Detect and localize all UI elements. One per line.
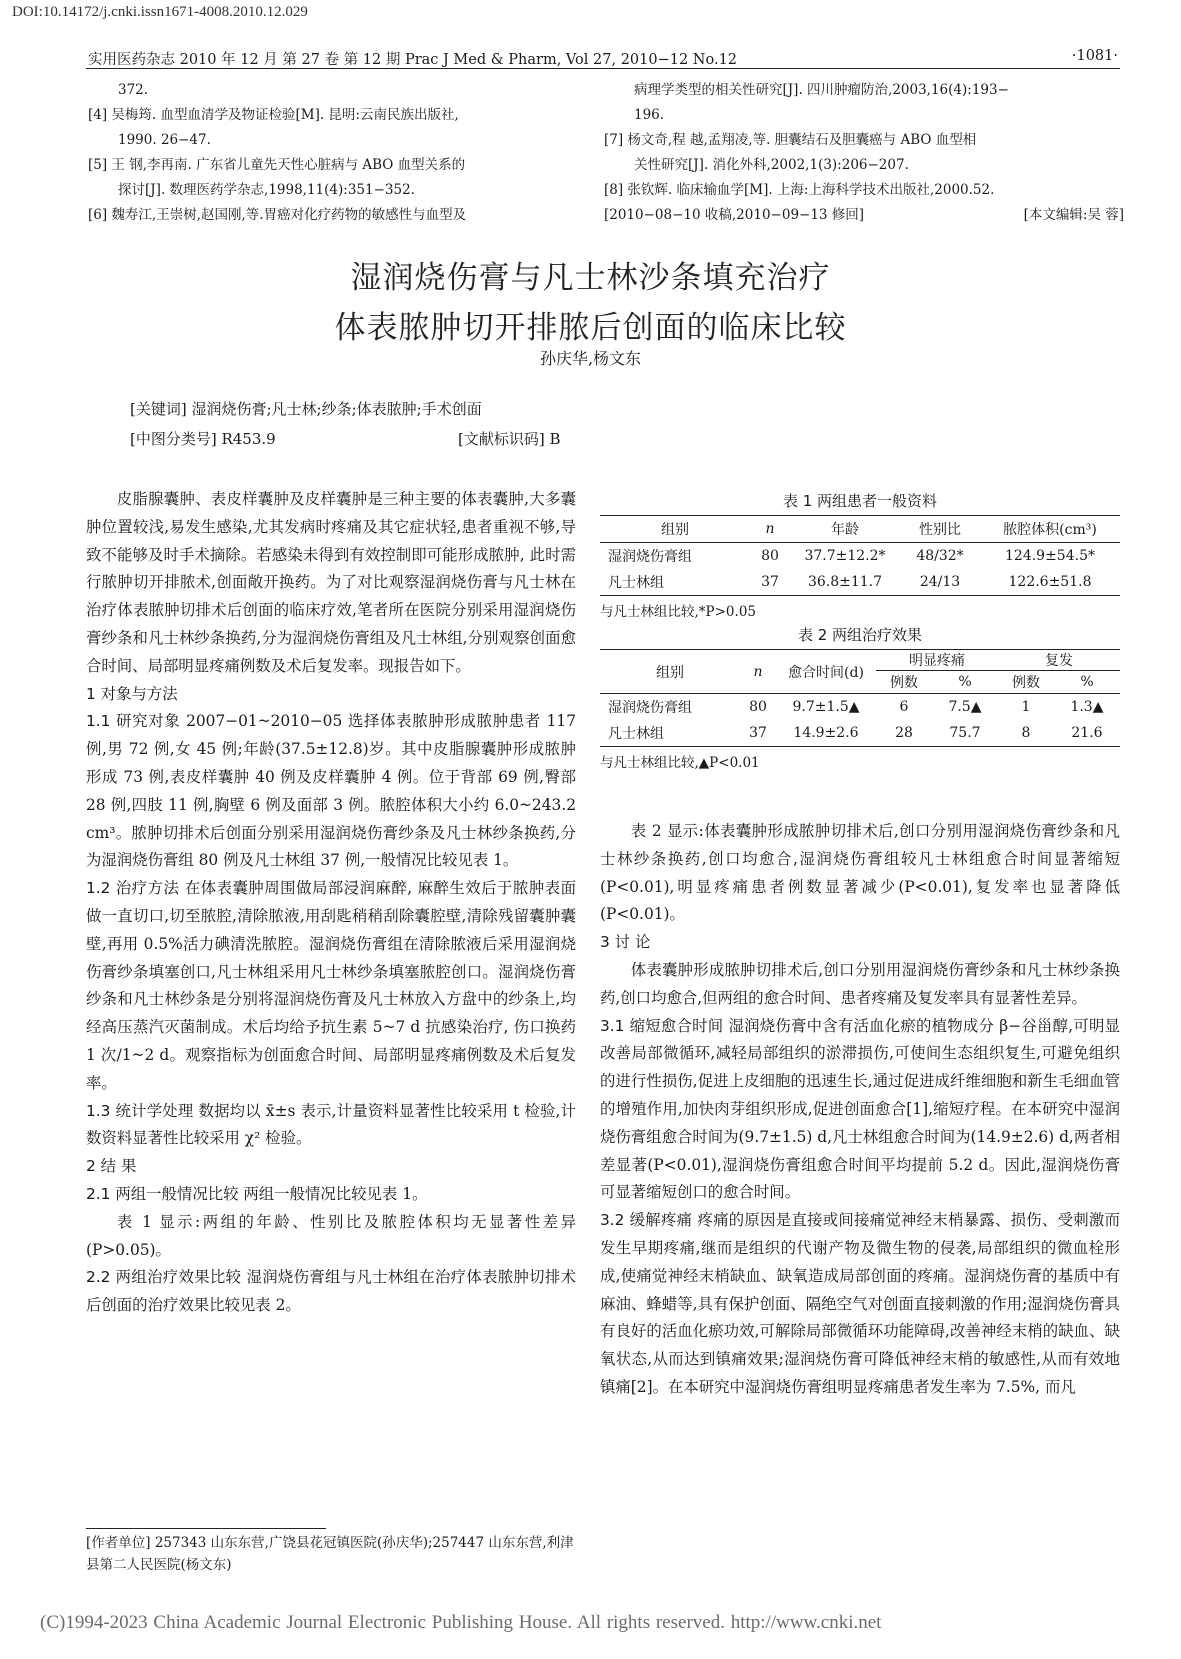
references-right — [604, 78, 1124, 228]
footnote-rule — [86, 1528, 326, 1529]
reference-line: [8] 张钦辉. 临床输血学[M]. 上海:上海科学技术出版社,2000.52. — [604, 182, 995, 198]
table-row — [600, 720, 1120, 747]
table-cell: 122.6±51.8 — [1008, 574, 1092, 590]
reference-line: 196. — [634, 107, 665, 123]
table-header-cell: % — [1080, 674, 1094, 690]
document-code: [文献标识码] B — [458, 430, 561, 448]
table-header-cell: 复发 — [998, 650, 1120, 671]
table-cell: 14.9±2.6 — [793, 725, 859, 741]
table-header-cell: 组别 — [661, 522, 689, 538]
table-header-cell: 年龄 — [831, 522, 859, 538]
table-2-caption: 表 2 两组治疗效果 — [797, 626, 923, 644]
section-heading: 2 结 果 — [86, 1157, 137, 1176]
table-header-cell: n — [740, 650, 776, 694]
table-cell: 80 — [761, 548, 779, 564]
table-1-caption: 表 1 两组患者一般资料 — [782, 492, 938, 510]
subsection-3-1 — [600, 1013, 1120, 1208]
reference-line: [6] 魏寿江,王崇树,赵国刚,等.胃癌对化疗药物的敏感性与血型及 — [88, 207, 467, 223]
editor-note: [本文编辑:吴 蓉] — [1023, 207, 1124, 223]
table-cell: 湿润烧伤膏组 — [608, 549, 692, 565]
table-2 — [600, 649, 1120, 747]
paragraph: 湿润烧伤膏组与凡士林组在治疗体表脓肿切排术后创面的治疗效果比较见表 2。 — [86, 1268, 576, 1315]
running-header — [88, 48, 1118, 69]
references-left — [88, 78, 578, 228]
receipt-line — [604, 203, 1124, 228]
reference-line: 病理学类型的相关性研究[J]. 四川肿瘤防治,2003,16(4):193− — [634, 82, 1009, 98]
reference-line: 1990. 26−47. — [118, 132, 211, 148]
article-title-line-1: 湿润烧伤膏与凡士林沙条填充治疗 — [350, 260, 831, 296]
paragraph: 数据均以 x̄±s 表示,计量资料显著性比较采用 t 检验,计数资料显著性比较采用 χ² 检验。 — [86, 1101, 577, 1148]
reference-line: [7] 杨文奇,程 越,孟翔凌,等. 胆囊结石及胆囊癌与 ABO 血型相 — [604, 132, 977, 148]
subsection-1-2 — [86, 875, 576, 1097]
paragraph: 表 2 显示:体表囊肿形成脓肿切排术后,创口分别用湿润烧伤膏纱条和凡士林纱条换药,创口均愈合,湿润烧伤膏组较凡士林组愈合时间显著缩短(P<0.01),明显疼痛患者例数显著减少(P<0.01),复发率也显著降低(P<0.01)。 — [600, 822, 1120, 924]
subsection-heading: 1.3 统计学处理 — [86, 1101, 194, 1120]
section-heading: 1 对象与方法 — [86, 684, 178, 703]
subsection-heading: 1.2 治疗方法 — [86, 879, 180, 898]
table-2-note: 与凡士林组比较,▲P<0.01 — [600, 755, 760, 771]
table-header-cell: 组别 — [600, 650, 740, 694]
table-cell: 24/13 — [919, 574, 961, 590]
paragraph: 两组一般情况比较见表 1。 — [238, 1184, 428, 1203]
table-cell: 36.8±11.7 — [807, 574, 883, 590]
paragraph: 湿润烧伤膏中含有活血化瘀的植物成分 β−谷甾醇,可明显改善局部微循环,减轻局部组织的淤滞损伤,可使间生态组织复生,可避免组织的进行性损伤,促进上皮细胞的迅速生长,通过促进成纤维细胞和新生毛细血管的增殖作用,加快肉芽组织形成,促进创面愈合[1],缩短疗程。在本研究中湿润烧伤膏组愈合时间为(9.7±1.5) d,凡士林组愈合时间为(14.9±2.6) d,两者相差显著(P<0.01),湿润烧伤膏组愈合时间平均提前 5.2 d。因此,湿润烧伤膏可显著缩短创口的愈合时间。 — [600, 1016, 1120, 1202]
table-cell: 7.5▲ — [948, 699, 982, 715]
subsection-heading: 2.1 两组一般情况比较 — [86, 1184, 239, 1203]
table-cell: 28 — [895, 725, 913, 741]
table-header-cell: % — [958, 674, 972, 690]
table-1 — [600, 515, 1120, 596]
doi-line: DOI:10.14172/j.cnki.issn1671-4008.2010.12.029 — [12, 4, 308, 20]
reference-line: 关性研究[J]. 消化外科,2002,1(3):206−207. — [634, 157, 909, 173]
author-affiliation: [作者单位] 257343 山东东营,广饶县花冠镇医院(孙庆华);257447 山东东营,利津县第二人民医院(杨文东) — [86, 1535, 574, 1573]
table-cell: 8 — [1021, 725, 1031, 741]
table-header-cell: 性别比 — [919, 522, 961, 538]
authors: 孙庆华,杨文东 — [539, 349, 642, 368]
table-cell: 37.7±12.2* — [804, 548, 886, 564]
table-header-cell: n — [765, 521, 775, 537]
table-header-row — [600, 516, 1120, 543]
paragraph: 表 1 显示:两组的年龄、性别比及脓腔体积均无显著性差异(P>0.05)。 — [86, 1212, 576, 1259]
keywords: [关键词] 湿润烧伤膏;凡士林;纱条;体表脓肿;手术创面 — [130, 400, 482, 418]
subsection-1-1 — [86, 708, 576, 875]
table-cell: 凡士林组 — [608, 726, 664, 742]
section-heading: 3 讨 论 — [600, 933, 651, 952]
header-rule — [86, 68, 1120, 69]
received-date: [2010−08−10 收稿,2010−09−13 修回] — [604, 207, 865, 223]
article-title-line-2: 体表脓肿切开排脓后创面的临床比较 — [334, 310, 847, 346]
subsection-1-3 — [86, 1098, 576, 1154]
table-row — [600, 694, 1120, 721]
table-cell: 75.7 — [949, 725, 981, 741]
reference-line: 372. — [118, 82, 149, 98]
table-header-cell: 例数 — [889, 675, 918, 691]
intro-paragraph: 皮脂腺囊肿、表皮样囊肿及皮样囊肿是三种主要的体表囊肿,大多囊肿位置较浅,易发生感染,尤其发病时疼痛及其它症状轻,患者重视不够,导致不能够及时手术摘除。若感染未得到有效控制即可能形成脓肿, 此时需行脓肿切开排脓术,创面敞开换药。为了对比观察湿润烧伤膏与凡士林在治疗体表脓肿切排术后创面的临床疗效,笔者所在医院分别采用湿润烧伤膏纱条和凡士林纱条换药,分为湿润烧伤膏组及凡士林组,分别观察创面愈合时间、局部明显疼痛例数及术后复发率。现报告如下。 — [86, 490, 576, 675]
table-cell: 48/32* — [916, 548, 964, 564]
table-cell: 80 — [749, 699, 767, 715]
page-number: ·1081· — [1071, 48, 1118, 64]
table-cell: 21.6 — [1071, 725, 1103, 741]
table-cell: 凡士林组 — [608, 575, 664, 591]
table-row — [600, 569, 1120, 596]
table-cell: 37 — [749, 725, 767, 741]
reference-line: 探讨[J]. 数理医药学杂志,1998,11(4):351−352. — [118, 182, 415, 198]
journal-header-text: 实用医药杂志 2010 年 12 月 第 27 卷 第 12 期 Prac J Med & Pharm, Vol 27, 2010−12 No.12 — [88, 52, 738, 68]
table-header-row — [600, 650, 1120, 671]
table-cell: 6 — [899, 699, 909, 715]
reference-line: [4] 吴梅筠. 血型血清学及物证检验[M]. 昆明:云南民族出版社, — [88, 107, 459, 123]
table-cell: 1.3▲ — [1070, 699, 1104, 715]
paragraph: 体表囊肿形成脓肿切排术后,创口分别用湿润烧伤膏纱条和凡士林纱条换药,创口均愈合,但两组的愈合时间、患者疼痛及复发率具有显著性差异。 — [600, 960, 1120, 1007]
table-header-cell: 脓腔体积(cm³) — [1003, 522, 1097, 538]
subsection-heading: 2.2 两组治疗效果比较 — [86, 1268, 242, 1287]
subsection-3-2 — [600, 1207, 1120, 1402]
reference-line: [5] 王 钢,李再南. 广东省儿童先天性心脏病与 ABO 血型关系的 — [88, 157, 466, 173]
paragraph: 2007−01~2010−05 选择体表脓肿形成脓肿患者 117 例,男 72 例,女 45 例;年龄(37.5±12.8)岁。其中皮脂腺囊肿形成脓肿形成 73 例,表皮样囊肿 40 例及皮样囊肿 4 例。位于背部 69 例,臀部 28 例,四肢 11 例,胸壁 6 例及面部 3 例。脓腔体积大小约 6.0~243.2 cm³。脓肿切排术后创面分别采用湿润烧伤膏纱条及凡士林纱条换药,分为湿润烧伤膏组 80 例及凡士林组 37 例,一般情况比较见表 1。 — [86, 712, 576, 870]
table-header-cell: 例数 — [1011, 675, 1040, 691]
subsection-heading: 3.2 缓解疼痛 — [600, 1211, 693, 1230]
table-header-cell: 明显疼痛 — [876, 650, 998, 671]
table-1-block — [600, 490, 1120, 620]
paragraph: 疼痛的原因是直接或间接痛觉神经末梢暴露、损伤、受刺激而发生早期疼痛,继而是组织的代谢产物及微生物的侵袭,局部组织的微血栓形成,使痛觉神经末梢缺血、缺氧造成局部创面的疼痛。湿润烧伤膏的基质中有麻油、蜂蜡等,具有保护创面、隔绝空气对创面直接刺激的作用;湿润烧伤膏具有良好的活血化瘀功效,可解除局部微循环功能障碍,改善神经末梢的缺血、缺氧状态,从而达到镇痛效果;湿润烧伤膏可降低神经末梢的敏感性,从而有效地镇痛[2]。在本研究中湿润烧伤膏组明显疼痛患者发生率为 7.5%, 而凡 — [600, 1211, 1120, 1396]
subsection-2-2 — [86, 1264, 576, 1320]
right-column — [600, 818, 1120, 1402]
subsection-heading: 1.1 研究对象 — [86, 712, 181, 731]
table-cell: 湿润烧伤膏组 — [608, 700, 692, 716]
table-cell: 9.7±1.5▲ — [792, 699, 860, 715]
table-cell: 37 — [761, 574, 779, 590]
subsection-2-1 — [86, 1181, 576, 1209]
table-cell: 1 — [1021, 699, 1031, 715]
classification-number: [中图分类号] R453.9 — [130, 430, 276, 448]
subsection-heading: 3.1 缩短愈合时间 — [600, 1016, 724, 1035]
table-2-block — [600, 624, 1120, 771]
table-cell: 124.9±54.5* — [1005, 548, 1095, 564]
table-header-cell: 愈合时间(d) — [776, 650, 876, 694]
paragraph: 在体表囊肿周围做局部浸润麻醉, 麻醉生效后于脓肿表面做一直切口,切至脓腔,清除脓液,用刮匙稍稍刮除囊腔壁,清除残留囊肿囊壁,再用 0.5%活力碘清洗脓腔。湿润烧伤膏组在清除脓液后采用湿润烧伤膏纱条填塞创口,凡士林组采用凡士林纱条填塞脓腔创口。湿润烧伤膏纱条和凡士林纱条是分别将湿润烧伤膏及凡士林放入方盘中的纱条上,均经高压蒸汽灭菌制成。术后均给予抗生素 5~7 d 抗感染治疗, 伤口换药 1 次/1~2 d。观察指标为创面愈合时间、局部明显疼痛例数及术后复发率。 — [86, 879, 576, 1092]
left-column — [86, 486, 576, 1320]
copyright-footer: (C)1994-2023 China Academic Journal Electronic Publishing House. All rights reserved. http://www.cnki.net — [40, 1612, 882, 1633]
table-row — [600, 543, 1120, 570]
table-1-note: 与凡士林组比较,*P>0.05 — [600, 604, 756, 620]
